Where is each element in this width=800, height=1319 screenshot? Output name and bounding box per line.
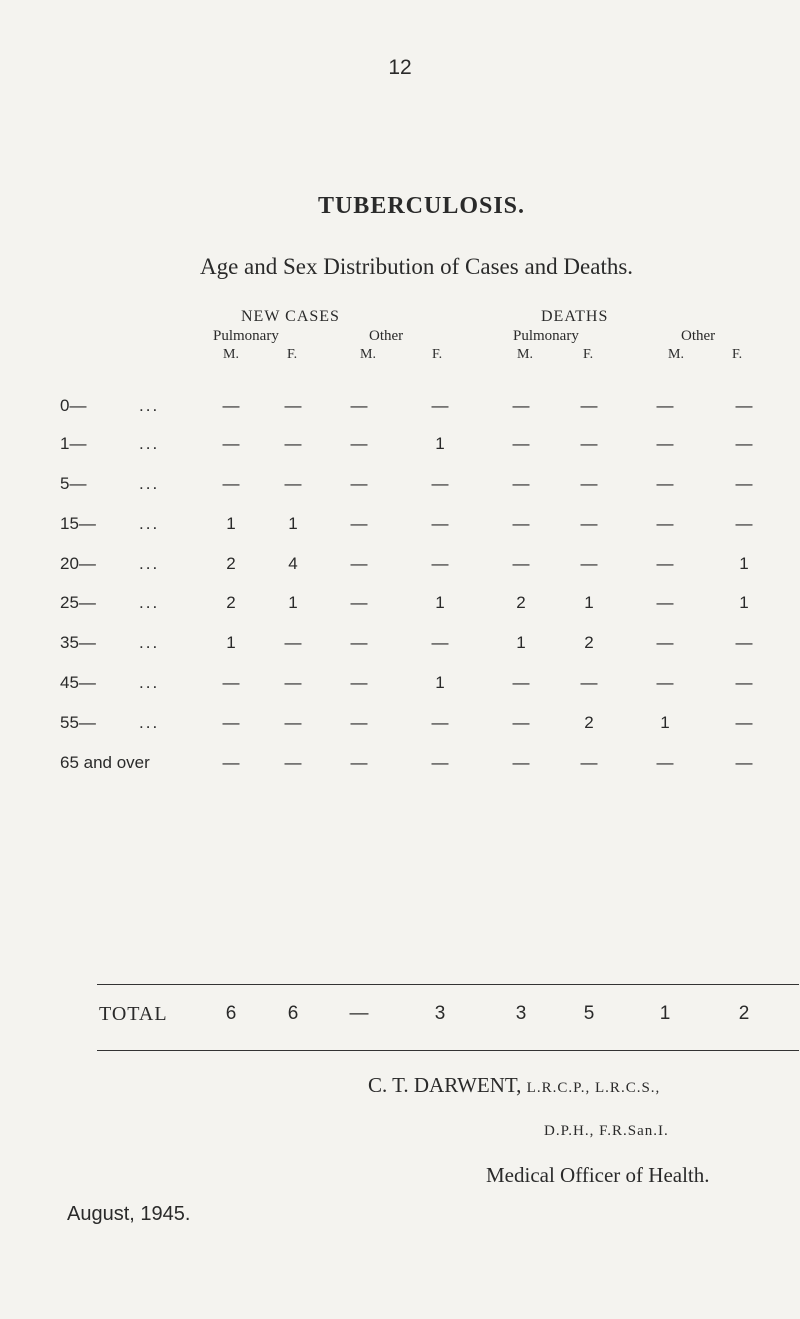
row-label: 20— [60, 554, 96, 573]
row-leader-dots: ... [139, 434, 160, 453]
table-cell: — [735, 434, 753, 453]
table-cell: — [735, 673, 753, 692]
table-cell: 1 [435, 434, 445, 453]
page-subtitle: Age and Sex Distribution of Cases and Deaths. [199, 254, 634, 279]
header-deaths: DEATHS [541, 308, 609, 325]
table-cell: — [656, 514, 674, 533]
row-label: 0— [60, 396, 87, 415]
row-label: 35— [60, 633, 96, 652]
total-cell: 3 [434, 1003, 446, 1024]
total-bottom-rule [97, 1050, 799, 1051]
page-number: 12 [388, 56, 412, 79]
total-cell: 6 [287, 1003, 299, 1024]
table-cell: 1 [226, 633, 236, 652]
row-leader-dots: ... [139, 396, 160, 415]
table-cell: — [222, 673, 240, 692]
table-cell: — [580, 753, 598, 772]
row-label: 65 and over [60, 753, 150, 772]
signature-role: Medical Officer of Health. [486, 1163, 710, 1187]
header-male: M. [517, 347, 533, 362]
row-leader-dots: ... [139, 673, 160, 692]
row-leader-dots: ... [139, 633, 160, 652]
table-cell: — [350, 753, 368, 772]
table-cell: 1 [288, 593, 298, 612]
table-cell: — [284, 673, 302, 692]
table-cell: — [350, 633, 368, 652]
header-female: F. [583, 347, 594, 362]
table-cell: 1 [660, 713, 670, 732]
table-cell: — [350, 713, 368, 732]
header-male: M. [668, 347, 684, 362]
signature-name: C. T. DARWENT, [368, 1073, 522, 1097]
table-cell: 1 [516, 633, 526, 652]
table-cell: — [512, 673, 530, 692]
table-cell: — [350, 474, 368, 493]
table-cell: — [350, 673, 368, 692]
table-cell: — [431, 753, 449, 772]
row-label: 55— [60, 713, 96, 732]
table-cell: 4 [288, 554, 298, 573]
table-cell: — [222, 713, 240, 732]
table-cell: — [350, 396, 368, 415]
header-new-cases: NEW CASES [241, 308, 340, 325]
row-label: 45— [60, 673, 96, 692]
table-cell: 2 [584, 633, 594, 652]
table-cell: — [284, 396, 302, 415]
table-cell: — [350, 434, 368, 453]
row-label: 15— [60, 514, 96, 533]
row-label: 25— [60, 593, 96, 612]
header-deaths-other: Other [681, 328, 716, 344]
row-leader-dots: ... [139, 554, 160, 573]
header-female: F. [287, 347, 298, 362]
table-cell: 2 [584, 713, 594, 732]
row-leader-dots: ... [139, 514, 160, 533]
table-cell: — [512, 713, 530, 732]
table-cell: — [512, 554, 530, 573]
row-leader-dots: ... [139, 593, 160, 612]
table-cell: — [656, 396, 674, 415]
table-cell: — [580, 396, 598, 415]
header-deaths-pulmonary: Pulmonary [513, 328, 579, 344]
table-cell: 1 [226, 514, 236, 533]
table-cell: 2 [226, 593, 236, 612]
signature-name-line [368, 1073, 660, 1098]
row-leader-dots: ... [139, 713, 160, 732]
table-cell: — [222, 753, 240, 772]
row-leader-dots: ... [139, 474, 160, 493]
table-cell: — [350, 554, 368, 573]
table-cell: — [512, 753, 530, 772]
table-cell: — [512, 434, 530, 453]
document-date: August, 1945. [67, 1203, 191, 1225]
table-cell: 1 [584, 593, 594, 612]
total-cell: 5 [583, 1003, 595, 1024]
header-new-other: Other [369, 328, 404, 344]
table-cell: — [284, 474, 302, 493]
table-cell: — [431, 554, 449, 573]
table-cell: — [735, 396, 753, 415]
total-cell: 6 [225, 1003, 237, 1024]
row-label: 5— [60, 474, 87, 493]
header-female: F. [732, 347, 743, 362]
table-cell: — [656, 633, 674, 652]
total-cell: — [349, 1003, 369, 1024]
table-cell: — [735, 753, 753, 772]
table-cell: — [431, 474, 449, 493]
table-cell: 1 [288, 514, 298, 533]
table-cell: 2 [516, 593, 526, 612]
table-cell: 1 [739, 554, 749, 573]
total-cell: 1 [659, 1003, 671, 1024]
table-cell: — [735, 633, 753, 652]
table-cell: — [284, 434, 302, 453]
table-cell: — [735, 514, 753, 533]
table-cell: 1 [435, 673, 445, 692]
table-cell: — [735, 713, 753, 732]
total-label: TOTAL [99, 1003, 168, 1025]
table-cell: — [284, 753, 302, 772]
table-cell: — [580, 514, 598, 533]
table-cell: — [656, 673, 674, 692]
table-cell: — [580, 474, 598, 493]
table-cell: — [656, 474, 674, 493]
header-male: M. [223, 347, 239, 362]
table-cell: — [431, 514, 449, 533]
table-cell: — [656, 434, 674, 453]
table-cell: — [656, 593, 674, 612]
table-cell: — [580, 434, 598, 453]
table-cell: 2 [226, 554, 236, 573]
table-cell: — [222, 396, 240, 415]
header-new-pulmonary: Pulmonary [213, 328, 279, 344]
page-title: TUBERCULOSIS. [317, 193, 526, 219]
table-cell: — [656, 554, 674, 573]
table-cell: 1 [435, 593, 445, 612]
table-cell: — [512, 514, 530, 533]
table-cell: — [735, 474, 753, 493]
signature-postnominals-2: D.P.H., F.R.San.I. [544, 1123, 669, 1139]
table-cell: — [512, 474, 530, 493]
header-female: F. [432, 347, 443, 362]
total-cell: 2 [738, 1003, 750, 1024]
table-cell: 1 [739, 593, 749, 612]
table-cell: — [431, 713, 449, 732]
table-cell: — [580, 554, 598, 573]
table-cell: — [350, 593, 368, 612]
table-cell: — [656, 753, 674, 772]
row-label: 1— [60, 434, 87, 453]
table-cell: — [350, 514, 368, 533]
total-cell: 3 [515, 1003, 527, 1024]
table-cell: — [431, 396, 449, 415]
table-cell: — [222, 474, 240, 493]
table-cell: — [580, 673, 598, 692]
table-cell: — [284, 633, 302, 652]
header-male: M. [360, 347, 376, 362]
table-cell: — [284, 713, 302, 732]
total-top-rule [97, 984, 799, 985]
table-cell: — [222, 434, 240, 453]
table-cell: — [431, 633, 449, 652]
signature-postnominals-1: L.R.C.P., L.R.C.S., [526, 1080, 661, 1096]
table-cell: — [512, 396, 530, 415]
